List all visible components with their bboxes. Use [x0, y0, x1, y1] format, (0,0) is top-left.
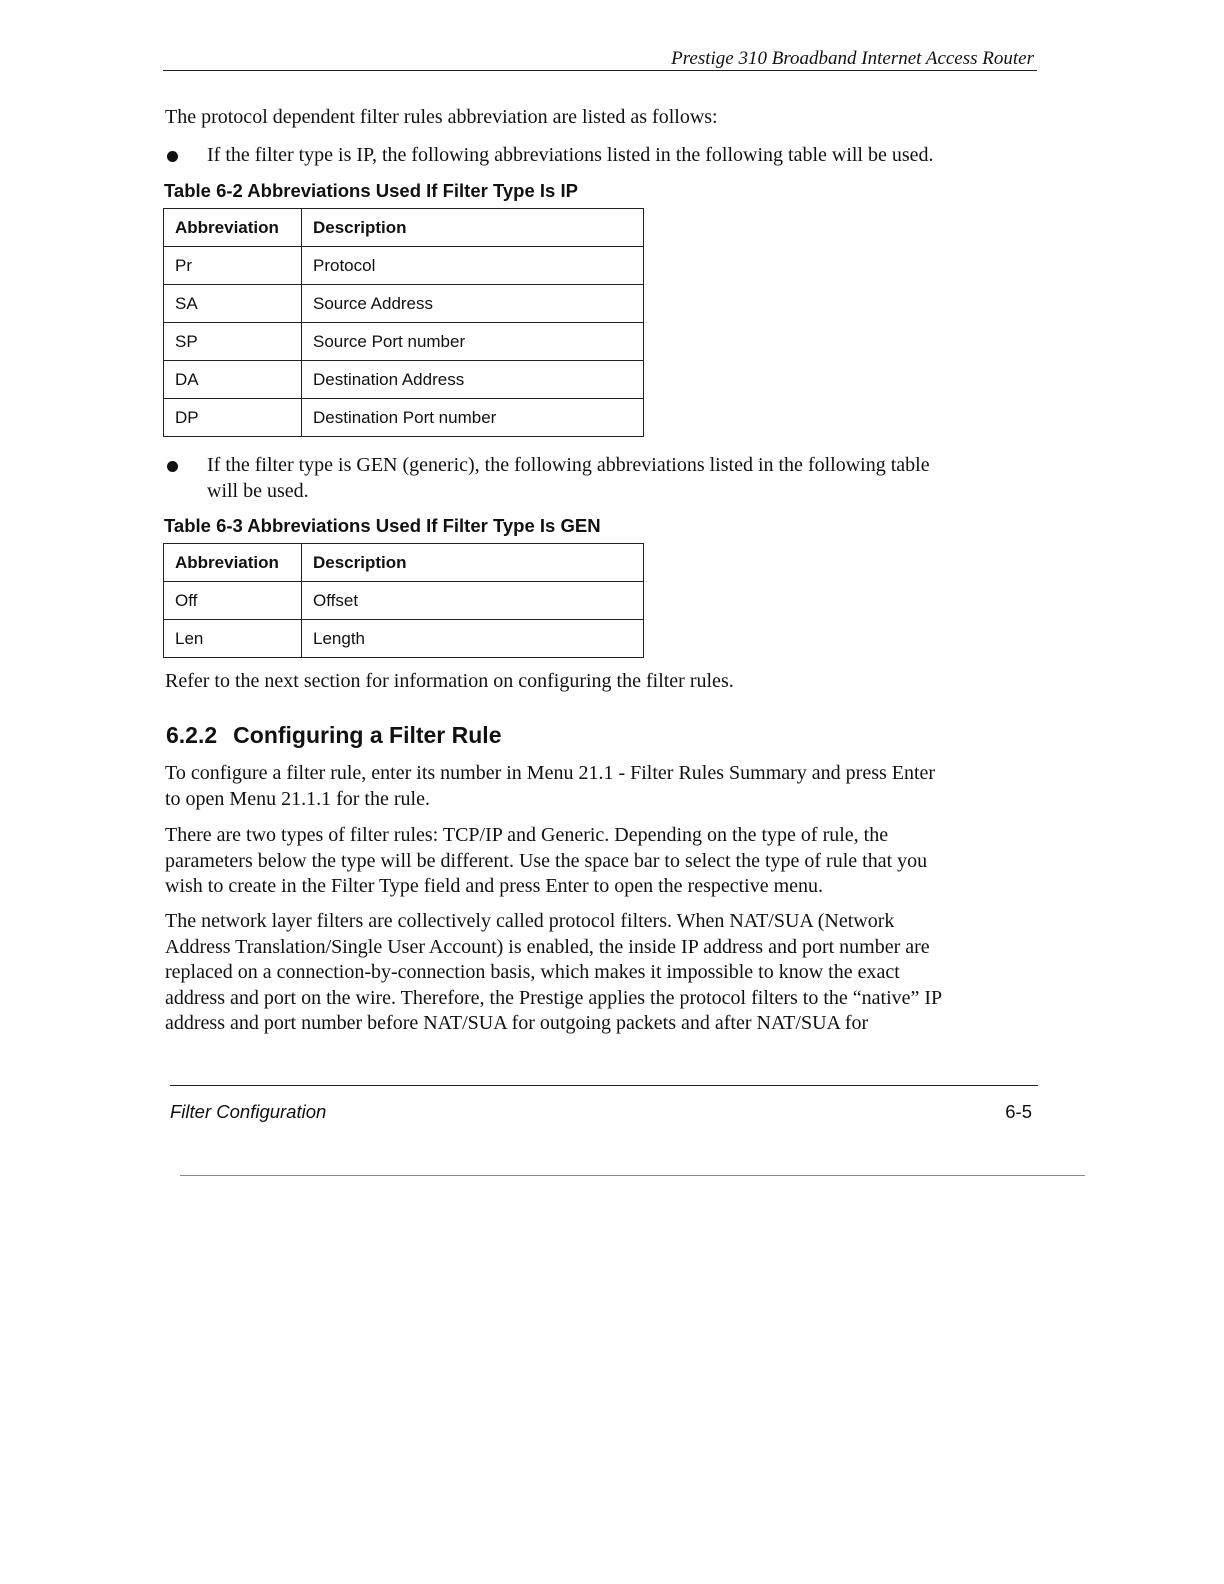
table-caption-ip: Table 6-2 Abbreviations Used If Filter Type Is IP — [164, 180, 578, 201]
abbreviation-cell: Off — [164, 582, 302, 620]
running-header: Prestige 310 Broadband Internet Access Router — [671, 48, 1034, 69]
table-caption-gen: Table 6-3 Abbreviations Used If Filter Type Is GEN — [164, 515, 601, 536]
paragraph-configure — [165, 761, 1045, 812]
paragraph-line: replaced on a connection-by-connection basis, which makes it impossible to know the exact — [165, 961, 900, 983]
paragraph-filter-types — [165, 823, 1045, 900]
ip-abbreviation-table — [163, 208, 644, 437]
footer-rule — [170, 1085, 1038, 1086]
paragraph-line: wish to create in the Filter Type field and press Enter to open the respective menu. — [165, 875, 824, 897]
paragraph-line: To configure a filter rule, enter its number in Menu 21.1 - Filter Rules Summary and press Enter — [165, 762, 936, 784]
bullet-dot — [167, 461, 178, 472]
abbreviation-cell: SP — [164, 323, 302, 361]
intro-text: The protocol dependent filter rules abbreviation are listed as follows: — [165, 106, 718, 128]
refer-text: Refer to the next section for information on configuring the filter rules. — [165, 670, 734, 692]
section-title: Configuring a Filter Rule — [233, 722, 502, 748]
abbreviation-cell: Len — [164, 620, 302, 658]
table-row — [164, 582, 644, 620]
description-cell: Source Port number — [302, 323, 644, 361]
table-header-row — [164, 209, 644, 247]
table-row — [164, 399, 644, 437]
description-cell: Offset — [302, 582, 644, 620]
table-row — [164, 285, 644, 323]
table-row — [164, 247, 644, 285]
paragraph-line: address and port number before NAT/SUA for outgoing packets and after NAT/SUA for — [165, 1012, 869, 1034]
description-cell: Destination Port number — [302, 399, 644, 437]
section-number: 6.2.2 — [166, 722, 218, 748]
paragraph-line: The network layer filters are collectively called protocol filters. When NAT/SUA (Network — [165, 910, 895, 932]
paragraph-line: address and port on the wire. Therefore, the Prestige applies the protocol filters to the “native” IP — [165, 986, 943, 1009]
section-heading — [166, 722, 502, 749]
table-row — [164, 620, 644, 658]
description-cell: Source Address — [302, 285, 644, 323]
bullet-text-line-1: If the filter type is GEN (generic), the following abbreviations listed in the following table — [207, 454, 930, 476]
abbreviation-cell: DP — [164, 399, 302, 437]
bullet-dot — [167, 151, 178, 162]
paragraph-line: to open Menu 21.1.1 for the rule. — [165, 787, 430, 810]
column-header: Abbreviation — [164, 544, 302, 582]
column-header: Description — [302, 209, 644, 247]
table-row — [164, 323, 644, 361]
description-cell: Length — [302, 620, 644, 658]
paragraph-protocol-filters — [165, 909, 1045, 1037]
page-number: 6-5 — [1005, 1101, 1032, 1122]
header-rule — [163, 70, 1037, 71]
paragraph-line: Address Translation/Single User Account) is enabled, the inside IP address and port number are — [165, 935, 930, 958]
abbreviation-cell: Pr — [164, 247, 302, 285]
paragraph-line: There are two types of filter rules: TCP/IP and Generic. Depending on the type of rule, the — [165, 824, 889, 846]
bullet-text-line-2: will be used. — [207, 480, 309, 502]
description-cell: Destination Address — [302, 361, 644, 399]
table-row — [164, 361, 644, 399]
footer-section-title: Filter Configuration — [170, 1101, 327, 1122]
column-header: Abbreviation — [164, 209, 302, 247]
description-cell: Protocol — [302, 247, 644, 285]
column-header: Description — [302, 544, 644, 582]
table-header-row — [164, 544, 644, 582]
abbreviation-cell: DA — [164, 361, 302, 399]
abbreviation-cell: SA — [164, 285, 302, 323]
gen-abbreviation-table — [163, 543, 644, 658]
paragraph-line: parameters below the type will be different. Use the space bar to select the type of rule that you — [165, 849, 928, 872]
bullet-text: If the filter type is IP, the following abbreviations listed in the following table will be used. — [207, 144, 934, 166]
scan-edge-line — [180, 1175, 1085, 1176]
